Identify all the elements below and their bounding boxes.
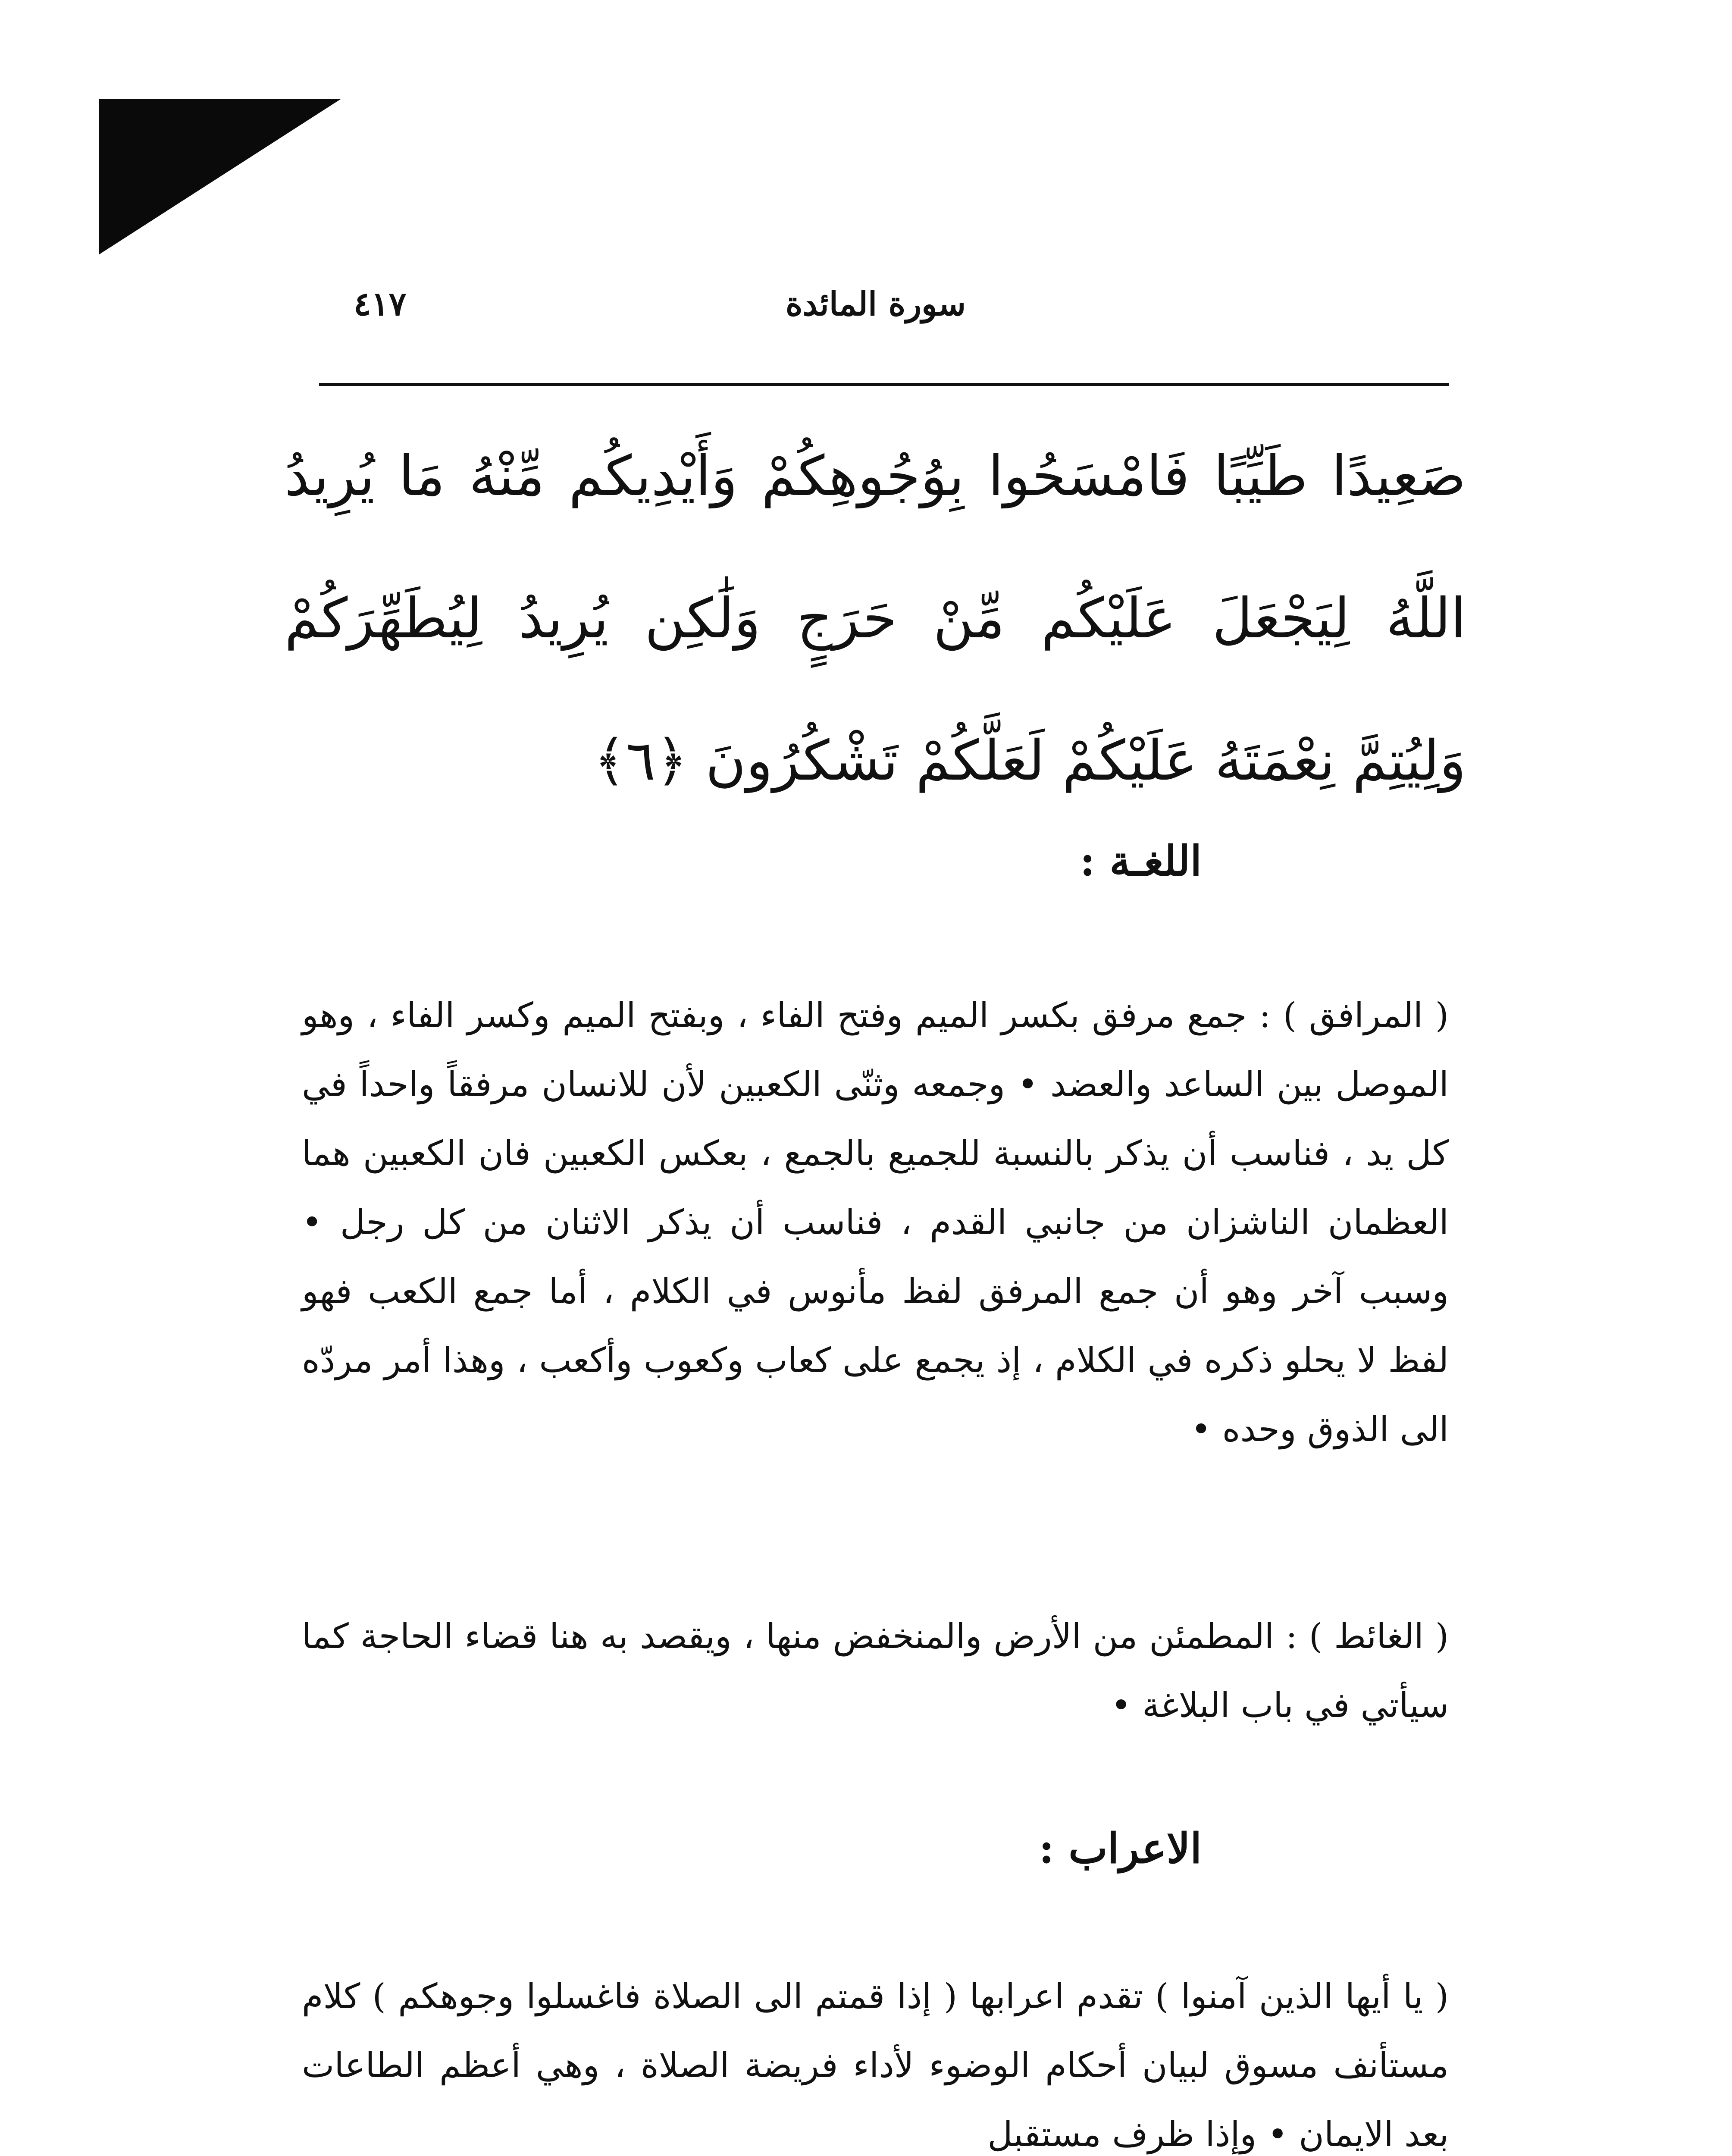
page-number: ٤١٧: [354, 285, 407, 323]
surah-title: سورة المائدة: [785, 285, 966, 323]
page-header: [319, 285, 1449, 332]
lugha-paragraph-marafiq: ( المرافق ) : جمع مرفق بكسر الميم وفتح الفاء ، وبفتح الميم وكسر الفاء ، وهو الموصل بين الساعد والعضد • وجمعه وثنّى الكعبين لأن للانسان مرفقاً واحداً في كل يد ، فناسب أن يذكر بالنسبة للجميع بالجمع ، بعكس الكعبين فان الكعبين هما العظمان الناشزان من جانبي القدم ، فناسب أن يذكر الاثنان من كل رجل • وسبب آخر وهو أن جمع المرفق لفظ مأنوس في الكلام ، أما جمع الكعب فهو لفظ لا يحلو ذكره في الكلام ، إذ يجمع على كعاب وكعوب وأكعب ، وهذا أمر مردّه الى الذوق وحده •: [302, 995, 1449, 1449]
quran-verse: صَعِيدًا طَيِّبًا فَامْسَحُوا بِوُجُوهِكُمْ وَأَيْدِيكُم مِّنْهُ مَا يُرِيدُ اللَّهُ لِيَجْعَلَ عَلَيْكُم مِّنْ حَرَجٍ وَلَٰكِن يُرِيدُ لِيُطَهِّرَكُمْ وَلِيُتِمَّ نِعْمَتَهُ عَلَيْكُمْ لَعَلَّكُمْ تَشْكُرُونَ ﴿٦﴾: [285, 444, 1466, 793]
header-divider: [319, 383, 1449, 386]
lugha-paragraph-ghaait: ( الغائط ) : المطمئن من الأرض والمنخفض منها ، ويقصد به هنا قضاء الحاجة كما سيأتي في باب البلاغة •: [302, 1616, 1449, 1725]
irab-heading: الاعراب :: [1039, 1824, 1202, 1873]
irab-paragraph: ( يا أيها الذين آمنوا ) تقدم اعرابها ( إذا قمتم الى الصلاة فاغسلوا وجوهكم ) كلام مستأنف مسوق لبيان أحكام الوضوء لأداء فريضة الصلاة ، وهي أعظم الطاعات بعد الايمان • وإذا ظرف مستقبل: [302, 1976, 1449, 2154]
lugha-heading: اللغـة :: [1080, 837, 1202, 885]
page-corner-mark: [99, 99, 341, 254]
